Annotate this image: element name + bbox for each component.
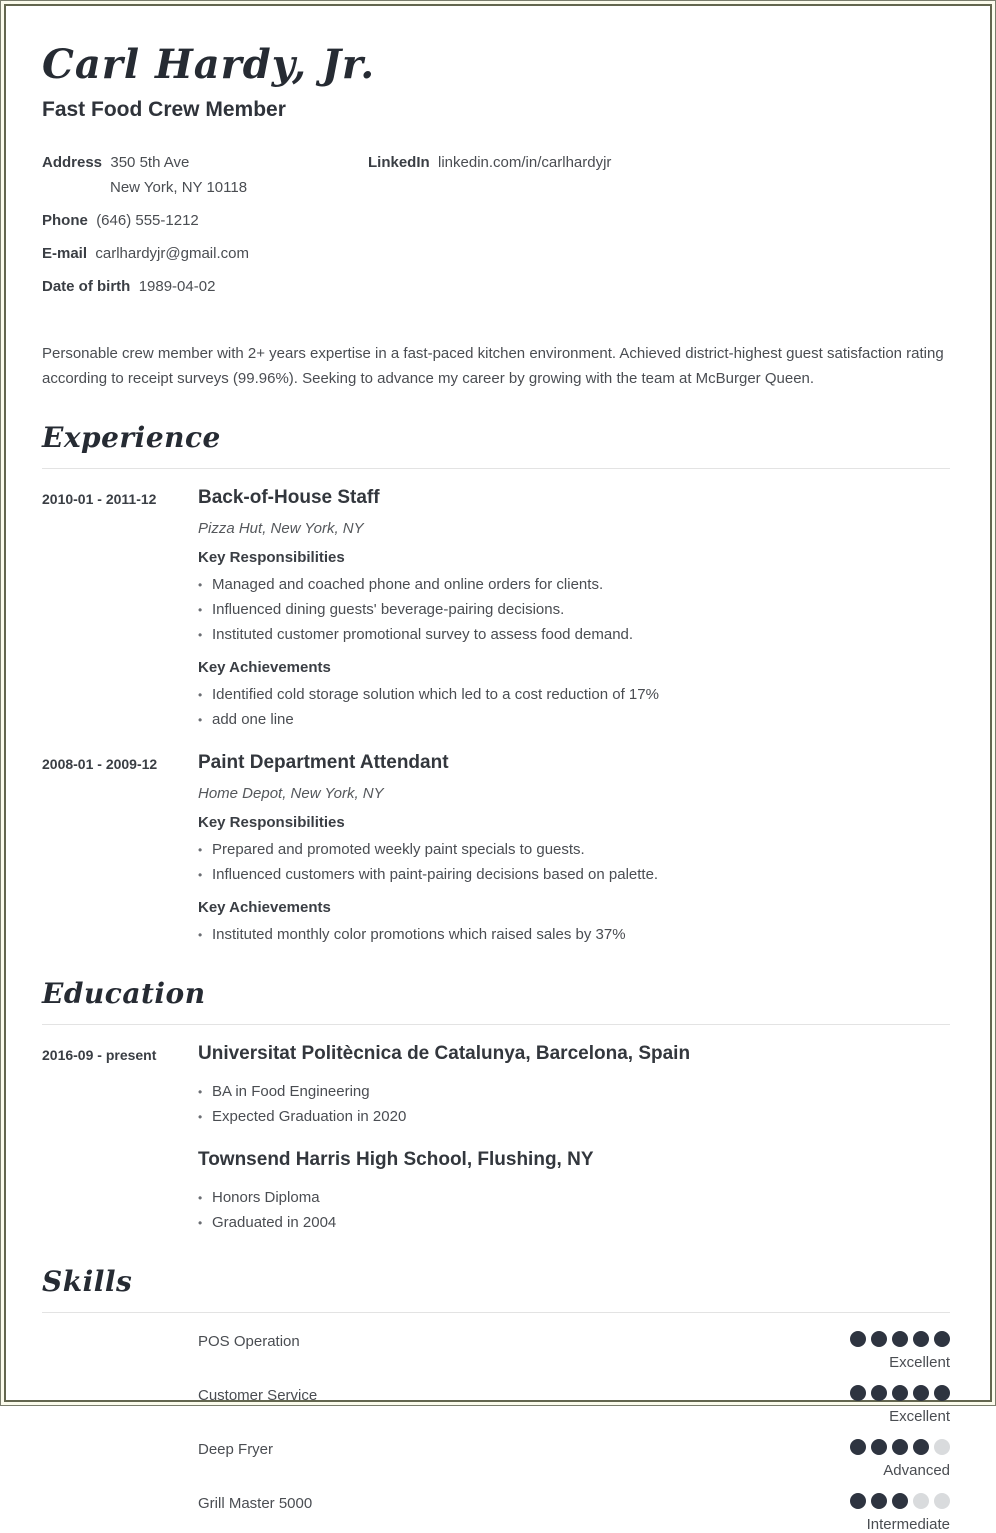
skills-section: [42, 1265, 950, 1533]
bullet-item: • Expected Graduation in 2020: [198, 1104, 950, 1129]
experience-entry: [42, 752, 950, 947]
experience-entry: [42, 487, 950, 732]
education-section: [42, 977, 950, 1235]
skill-rating-dot: [850, 1331, 866, 1347]
education-entry: [42, 1149, 950, 1235]
job-dates: 2008-01 - 2009-12: [42, 756, 158, 772]
skill-rating-dot: [934, 1493, 950, 1509]
skill-rating: [850, 1331, 950, 1371]
responsibilities-list: [198, 837, 950, 887]
job-dates: 2010-01 - 2011-12: [42, 491, 157, 507]
bullet-item: • add one line: [198, 707, 950, 732]
bullet-item: • Influenced dining guests' beverage-pairing decisions.: [198, 597, 950, 622]
education-heading: Education: [42, 977, 950, 1025]
skill-level: Advanced: [883, 1462, 950, 1479]
phone-value: (646) 555-1212: [96, 212, 199, 229]
bullet-item: • Influenced customers with paint-pairing decisions based on palette.: [198, 862, 950, 887]
skill-rating-dot: [934, 1331, 950, 1347]
skill-level: Excellent: [889, 1408, 950, 1425]
email-value: carlhardyjr@gmail.com: [95, 245, 249, 262]
skill-rating-dot: [913, 1493, 929, 1509]
skill-rating-dot: [871, 1385, 887, 1401]
dob-value: 1989-04-02: [138, 278, 216, 295]
contact-address: [42, 150, 368, 200]
skill-row: [42, 1331, 950, 1371]
contact-linkedin: [368, 150, 950, 175]
school-name: Universitat Politècnica de Catalunya, Barcelona, Spain: [198, 1043, 691, 1064]
skill-level: Excellent: [889, 1354, 950, 1371]
bullet-item: • Instituted customer promotional survey to assess food demand.: [198, 622, 950, 647]
resume-header: [42, 42, 950, 122]
skill-rating: [850, 1439, 950, 1479]
skill-rating-dot: [850, 1439, 866, 1455]
education-bullets: [198, 1185, 950, 1235]
bullet-item: • Graduated in 2004: [198, 1210, 950, 1235]
experience-heading: Experience: [42, 421, 950, 469]
achievements-label: Key Achievements: [198, 659, 331, 676]
skill-rating-dot: [871, 1331, 887, 1347]
skill-rating-dot: [892, 1493, 908, 1509]
skill-rating-dots: [850, 1493, 950, 1509]
bullet-item: • Prepared and promoted weekly paint specials to guests.: [198, 837, 950, 862]
skill-label: Grill Master 5000: [198, 1495, 313, 1512]
skill-row: [42, 1493, 950, 1533]
address-line2: New York, NY 10118: [110, 179, 248, 196]
linkedin-label: LinkedIn: [368, 154, 430, 171]
candidate-job-title: Fast Food Crew Member: [42, 98, 286, 121]
job-title: Paint Department Attendant: [198, 752, 449, 773]
bullet-item: • Instituted monthly color promotions which raised sales by 37%: [198, 922, 950, 947]
job-details: [198, 487, 950, 732]
contact-email: [42, 241, 368, 266]
skill-rating-dots: [850, 1439, 950, 1455]
bullet-item: • Managed and coached phone and online orders for clients.: [198, 572, 950, 597]
job-title: Back-of-House Staff: [198, 487, 380, 508]
skill-row: [42, 1439, 950, 1479]
contact-dob: [42, 274, 368, 299]
skill-label: Customer Service: [198, 1387, 318, 1404]
skill-rating-dots: [850, 1331, 950, 1347]
email-label: E-mail: [42, 245, 88, 262]
education-bullets: [198, 1079, 950, 1129]
responsibilities-label: Key Responsibilities: [198, 814, 345, 831]
candidate-name: Carl Hardy, Jr.: [42, 41, 376, 88]
skill-level: Intermediate: [866, 1516, 950, 1533]
achievements-label: Key Achievements: [198, 899, 331, 916]
skill-rating: [850, 1493, 950, 1533]
linkedin-value: linkedin.com/in/carlhardyjr: [438, 154, 612, 171]
skill-row: [42, 1385, 950, 1425]
experience-body: [42, 469, 950, 947]
page-frame-inner: [4, 4, 992, 1533]
contact-phone: [42, 208, 368, 233]
education-dates: [42, 1149, 198, 1235]
education-details: [198, 1149, 950, 1235]
responsibilities-list: [198, 572, 950, 647]
skill-rating: [850, 1385, 950, 1425]
education-dates: 2016-09 - present: [42, 1047, 157, 1063]
education-entry: [42, 1043, 950, 1129]
skill-rating-dot: [892, 1439, 908, 1455]
skill-rating-dot: [892, 1331, 908, 1347]
skill-rating-dot: [934, 1439, 950, 1455]
skill-rating-dot: [913, 1331, 929, 1347]
skills-body: [42, 1313, 950, 1533]
job-details: [198, 752, 950, 947]
job-company: Home Depot, New York, NY: [198, 785, 384, 802]
skill-rating-dot: [913, 1439, 929, 1455]
skill-rating-dot: [913, 1385, 929, 1401]
education-details: [198, 1043, 950, 1129]
skill-rating-dot: [850, 1493, 866, 1509]
school-name: Townsend Harris High School, Flushing, NY: [198, 1149, 594, 1170]
skill-rating-dots: [850, 1385, 950, 1401]
job-company: Pizza Hut, New York, NY: [198, 520, 364, 537]
contact-block: [42, 150, 950, 307]
bullet-item: • Identified cold storage solution which led to a cost reduction of 17%: [198, 682, 950, 707]
skill-rating-dot: [871, 1493, 887, 1509]
summary-paragraph: Personable crew member with 2+ years expertise in a fast-paced kitchen environment. Achieved district-highest guest satisfaction rating according to receipt surveys (99.96%). Seeking to advance my career by growing with the team at McBurger Queen.: [42, 345, 944, 387]
skill-rating-dot: [934, 1385, 950, 1401]
skill-rating-dot: [892, 1385, 908, 1401]
skill-rating-dot: [871, 1439, 887, 1455]
address-label: Address: [42, 154, 103, 171]
experience-section: [42, 421, 950, 947]
phone-label: Phone: [42, 212, 88, 229]
bullet-item: • Honors Diploma: [198, 1185, 950, 1210]
bullet-item: • BA in Food Engineering: [198, 1079, 950, 1104]
dob-label: Date of birth: [42, 278, 131, 295]
skills-heading: Skills: [42, 1265, 950, 1313]
contact-right-column: [368, 150, 950, 307]
responsibilities-label: Key Responsibilities: [198, 549, 345, 566]
address-line1: 350 5th Ave: [110, 154, 190, 171]
skill-label: Deep Fryer: [198, 1441, 274, 1458]
skill-label: POS Operation: [198, 1333, 300, 1350]
skill-rating-dot: [850, 1385, 866, 1401]
achievements-list: [198, 922, 950, 947]
achievements-list: [198, 682, 950, 732]
contact-left-column: [42, 150, 368, 307]
education-body: [42, 1025, 950, 1235]
